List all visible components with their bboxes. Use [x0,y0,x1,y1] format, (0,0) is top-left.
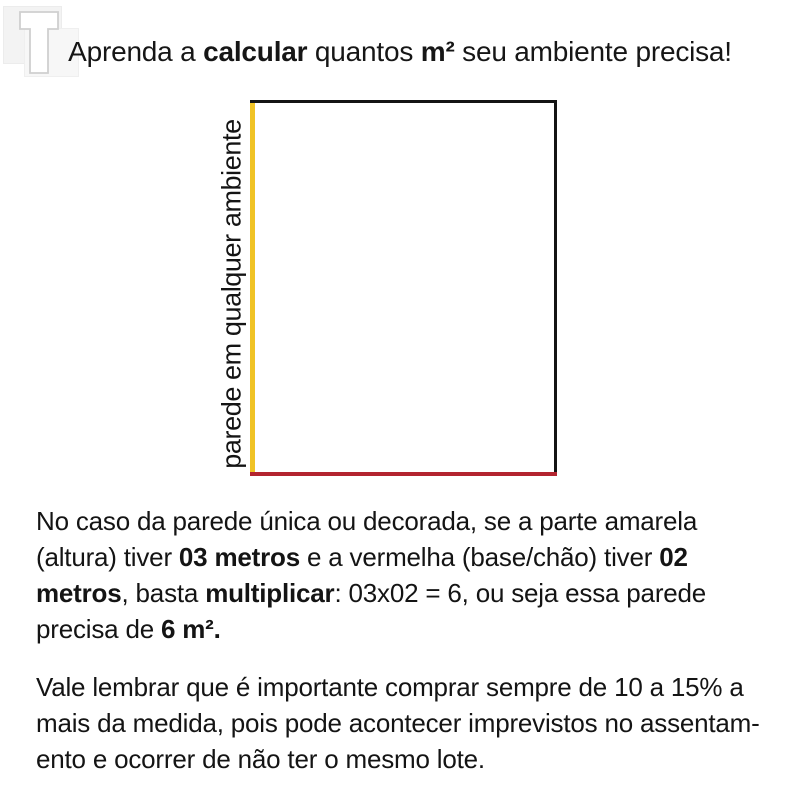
wall-label: parede em qualquer ambiente [216,119,247,469]
text-segment-bold: 03 metros [178,542,300,572]
wall-top-edge [250,100,557,103]
wall-height-edge-yellow [250,103,255,473]
text-segment-bold: metros [36,578,122,608]
text-segment-bold: multiplicar [205,578,335,608]
text-segment: precisa de [36,614,161,644]
tip-paragraph [36,669,760,777]
text-line [36,539,706,575]
text-line: mais da medida, pois pode acontecer imprevistos no assentam- [36,708,760,738]
headline-text: seu ambiente precisa! [454,36,732,67]
text-segment: , basta [121,578,206,608]
text-segment-bold: 02 [659,542,688,572]
headline-bold-calcular: calcular [203,36,308,67]
wall-base-edge-red [250,472,557,476]
headline-bold-m2: m² [420,36,455,67]
page-title [0,36,800,68]
wall-right-edge [554,100,557,476]
text-line [36,503,706,539]
text-segment: e a vermelha (base/chão) tiver [299,542,660,572]
text-segment: : 03x02 = 6, ou seja essa parede [334,578,707,608]
text-line [36,575,706,611]
headline-text: quantos [307,36,421,67]
text-line: ento e ocorrer de não ter o mesmo lote. [36,744,485,774]
headline-text: Aprenda a [68,36,204,67]
text-line [36,611,706,647]
text-segment-bold: 6 m². [160,614,221,644]
explanation-paragraph [36,503,706,647]
text-segment: No caso da parede única ou decorada, se a parte amarela [36,506,698,536]
text-segment: (altura) tiver [36,542,179,572]
text-line: Vale lembrar que é importante comprar sempre de 10 a 15% a [36,672,744,702]
